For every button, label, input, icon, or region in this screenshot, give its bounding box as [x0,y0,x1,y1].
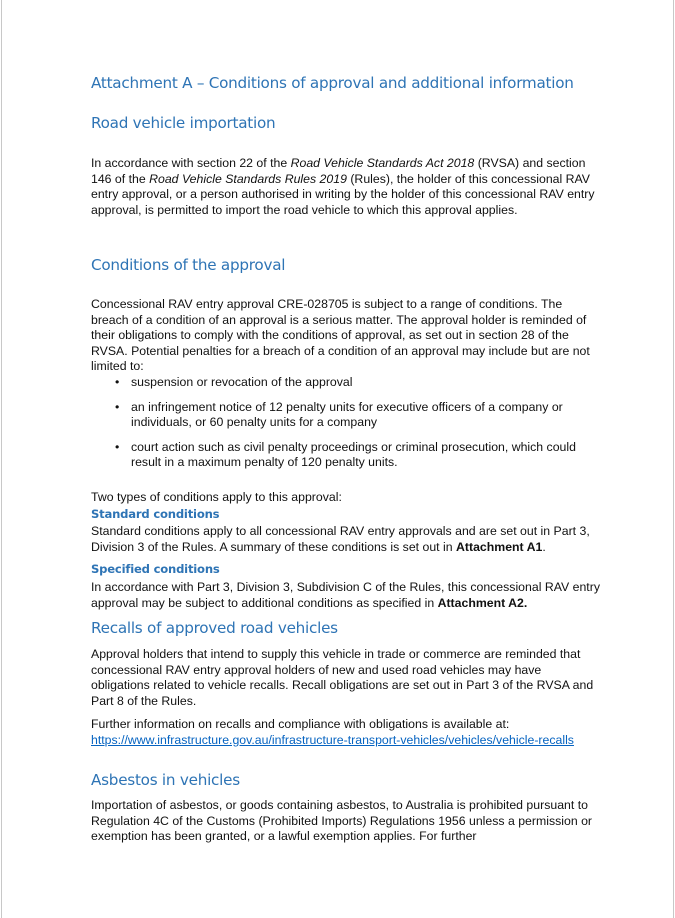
standard-conditions-paragraph: Standard conditions apply to all concessional RAV entry approvals and are set out in Part 3, Division 3 of the Rules. A summary of these conditions is set out in Attachment A1. [91,524,590,554]
recalls-further-info: Further information on recalls and compliance with obligations is available at: https://www.infrastructure.gov.au/infrastructure-transport-vehicles/vehicles/vehicle-recalls [91,717,574,747]
heading-recalls: Recalls of approved road vehicles [91,619,338,637]
list-item: • court action such as civil penalty proceedings or criminal prosecution, which could result in a maximum penalty of 120 penalty units. [115,439,576,470]
list-item: • an infringement notice of 12 penalty units for executive officers of a company or individuals, or 60 penalty units for a company [115,399,563,430]
conditions-paragraph: Concessional RAV entry approval CRE-028705 is subject to a range of conditions. The breach of a condition of an approval is a serious matter. The approval holder is reminded of their obligations to comply with the conditions of approval, as set out in section 28 of the RVSA. Potential penalties for a breach of a condition of an approval may include but are not limited to: [91,297,590,374]
list-item: • suspension or revocation of the approval [115,375,353,389]
vehicle-recalls-link[interactable]: https://www.infrastructure.gov.au/infrastructure-transport-vehicles/vehicles/vehicle-recalls [91,732,574,747]
bullet-icon: • [115,399,120,414]
asbestos-paragraph: Importation of asbestos, or goods containing asbestos, to Australia is prohibited pursuant to Regulation 4C of the Customs (Prohibited Imports) Regulations 1956 unless a permission or exemption has been granted, or a lawful exemption applies. For further [91,798,593,844]
document-page [1,0,674,918]
heading-asbestos: Asbestos in vehicles [91,771,240,789]
importation-paragraph: In accordance with section 22 of the Road Vehicle Standards Act 2018 (RVSA) and section 146 of the Road Vehicle Standards Rules 2019 (Rules), the holder of this concessional RAV entry approval, or a person authorised in writing by the holder of this concessional RAV entry approval, is permitted to import the road vehicle to which this approval applies. [91,156,595,217]
bullet-icon: • [115,439,120,454]
specified-conditions-paragraph: In accordance with Part 3, Division 3, Subdivision C of the Rules, this concessional RAV entry approval may be subject to additional conditions as specified in Attachment A2. [91,580,600,610]
heading-road-vehicle-importation: Road vehicle importation [91,114,276,132]
penalties-list [115,375,595,471]
heading-specified-conditions: Specified conditions [91,562,220,576]
heading-conditions-of-approval: Conditions of the approval [91,256,286,274]
attachment-title: Attachment A – Conditions of approval and additional information [91,74,574,92]
bullet-icon: • [115,375,120,389]
recalls-paragraph: Approval holders that intend to supply this vehicle in trade or commerce are reminded that concessional RAV entry approval holders of new and used road vehicles may have obligations related to vehicle recalls. Recall obligations are set out in Part 3 of the RVSA and Part 8 of the Rules. [91,647,594,708]
condition-types-intro: Two types of conditions apply to this approval: [91,490,342,504]
heading-standard-conditions: Standard conditions [91,507,220,521]
